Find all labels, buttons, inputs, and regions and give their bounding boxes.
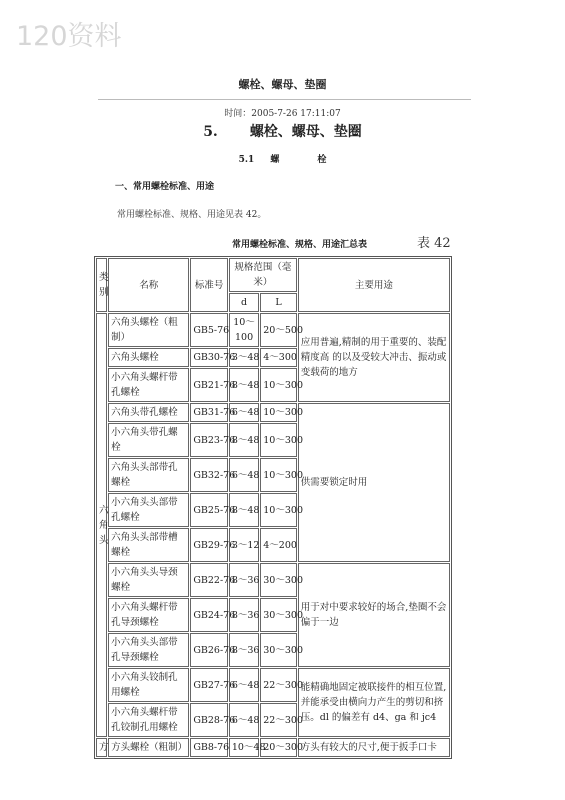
- bolt-name: 六角头螺栓: [108, 348, 189, 367]
- bolt-l-range: 10～300: [260, 403, 297, 422]
- bolt-d-range: 10～100: [229, 313, 259, 347]
- bolt-standard: GB23-76: [190, 423, 228, 457]
- bolt-l-range: 10～300: [260, 458, 297, 492]
- publish-time: 时间：2005-7-26 17:11:07: [224, 109, 341, 119]
- bolt-l-range: 10～300: [260, 423, 297, 457]
- watermark: 120资料: [16, 21, 122, 52]
- bolt-standard: GB5-76: [190, 313, 228, 347]
- usage-locking: 供需要锁定时用: [298, 403, 450, 562]
- bolt-d-range: 3～12: [229, 528, 259, 562]
- header-l: L: [260, 293, 297, 312]
- usage-centering: 用于对中要求较好的场合,垫圈不会偏于一边: [298, 563, 450, 667]
- usage-square-head: 方头有较大的尺寸,便于扳手口卡: [298, 738, 450, 757]
- bolt-l-range: 20～300: [260, 738, 297, 757]
- bolt-name: 六角头头部带孔螺栓: [108, 458, 189, 492]
- bolt-l-range: 30～300: [260, 563, 297, 597]
- section-heading: [0, 121, 565, 141]
- bolt-name: 小六角头螺杆带孔导颈螺栓: [108, 598, 189, 632]
- bolt-d-range: 8～36: [229, 633, 259, 667]
- bolt-d-range: 8～48: [229, 493, 259, 527]
- section-number: 5.: [203, 124, 218, 140]
- bolt-name: 小六角头带孔螺栓: [108, 423, 189, 457]
- section-title: 螺栓、螺母、垫圈: [249, 124, 362, 140]
- bolt-standard: GB30-76: [190, 348, 228, 367]
- bolt-name: 小六角头螺杆带孔螺栓: [108, 368, 189, 402]
- bolt-name: 小六角头铰制孔用螺栓: [108, 668, 189, 702]
- bolt-standard: GB22-76: [190, 563, 228, 597]
- bolt-d-range: 8～48: [229, 368, 259, 402]
- bolt-name: 小六角头螺杆带孔铰制孔用螺栓: [108, 703, 189, 737]
- bolt-l-range: 30～300: [260, 633, 297, 667]
- bolt-l-range: 30～300: [260, 598, 297, 632]
- bolt-l-range: 10～300: [260, 493, 297, 527]
- usage-general: 应用普遍,精制的用于重要的、装配精度高 的以及受较大冲击、振动或变载荷的地方: [298, 313, 450, 402]
- bolt-d-range: 6～48: [229, 458, 259, 492]
- subsection-char-1: 螺: [270, 155, 280, 165]
- bolt-name: 小六角头头导颈螺栓: [108, 563, 189, 597]
- header-usage: 主要用途: [298, 258, 450, 312]
- page-title: 螺栓、螺母、垫圈: [238, 78, 327, 91]
- bolt-standard: GB8-76: [190, 738, 228, 757]
- bolt-name: 小六角头头部带孔导颈螺栓: [108, 633, 189, 667]
- bolt-table-container: [94, 256, 452, 759]
- bolt-standard: GB27-76: [190, 668, 228, 702]
- bolt-name: 六角头螺栓（粗制）: [108, 313, 189, 347]
- bolt-name: 小六角头头部带孔螺栓: [108, 493, 189, 527]
- bolt-d-range: 3～48: [229, 348, 259, 367]
- bolt-standard: GB25-76: [190, 493, 228, 527]
- table-header-row: [96, 258, 450, 292]
- bolt-d-range: 8～36: [229, 563, 259, 597]
- bolt-name: 六角头带孔螺栓: [108, 403, 189, 422]
- category-square-head: 方: [96, 738, 107, 757]
- bolt-d-range: 6～48: [229, 403, 259, 422]
- bolt-standard: GB28-76: [190, 703, 228, 737]
- bolt-name: 方头螺栓（粗制）: [108, 738, 189, 757]
- bolt-d-range: 6～48: [229, 668, 259, 702]
- intro-paragraph: 常用螺栓标准、规格、用途见表 42。: [117, 210, 267, 220]
- table-row: [96, 668, 450, 702]
- subsection-heading: [0, 152, 565, 165]
- title-divider: [98, 99, 471, 100]
- table-row: [96, 403, 450, 422]
- subsection-number: 5.1: [238, 155, 255, 165]
- usage-reamed-hole: 能精确地固定被联接件的相互位置,并能承受由横向力产生的剪切和挤压。dl 的偏差有 d4、ga 和 jc4: [298, 668, 450, 737]
- table-row: [96, 313, 450, 347]
- bolt-standards-table: [94, 256, 452, 759]
- bolt-l-range: 10～300: [260, 368, 297, 402]
- bolt-standard: GB29-76: [190, 528, 228, 562]
- bolt-l-range: 4～300: [260, 348, 297, 367]
- table-row: [96, 563, 450, 597]
- bolt-d-range: 6～48: [229, 703, 259, 737]
- bolt-standard: GB26-76: [190, 633, 228, 667]
- bolt-name: 六角头头部带槽螺栓: [108, 528, 189, 562]
- table-row: [96, 738, 450, 757]
- table-caption: 常用螺栓标准、规格、用途汇总表: [232, 240, 368, 250]
- category-hex-head: 六角头: [96, 313, 107, 737]
- header-category: 类别: [96, 258, 107, 312]
- table-number: 表 42: [417, 236, 451, 251]
- subsection-char-2: 栓: [317, 155, 327, 165]
- bolt-d-range: 8～36: [229, 598, 259, 632]
- bolt-l-range: 22～300: [260, 703, 297, 737]
- header-name: 名称: [108, 258, 189, 312]
- bolt-standard: GB31-76: [190, 403, 228, 422]
- bolt-standard: GB24-76: [190, 598, 228, 632]
- bolt-standard: GB21-76: [190, 368, 228, 402]
- header-d: d: [229, 293, 259, 312]
- bolt-l-range: 4～200: [260, 528, 297, 562]
- subsection-title: 一、常用螺栓标准、用途: [115, 182, 215, 192]
- header-spec-range: 规格范围（毫米）: [229, 258, 297, 292]
- bolt-d-range: 10～48: [229, 738, 259, 757]
- bolt-d-range: 8～48: [229, 423, 259, 457]
- bolt-l-range: 20～500: [260, 313, 297, 347]
- header-standard: 标准号: [190, 258, 228, 312]
- bolt-standard: GB32-76: [190, 458, 228, 492]
- bolt-l-range: 22～300: [260, 668, 297, 702]
